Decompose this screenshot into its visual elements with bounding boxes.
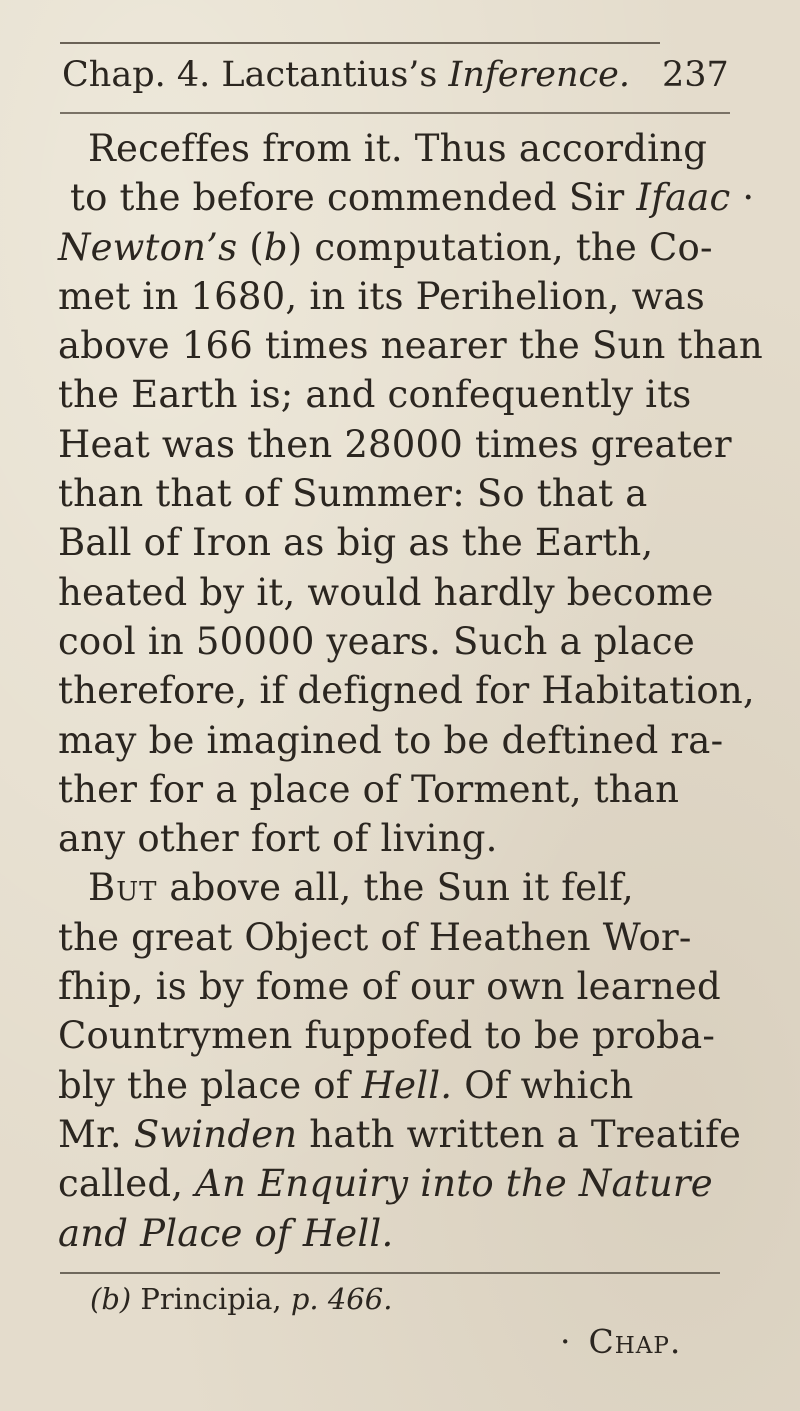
text-line: above 166 times nearer the Sun than	[58, 324, 763, 368]
text-line: bly the place of Hell. Of which	[58, 1063, 634, 1107]
text-line: heated by it, would hardly become	[58, 570, 714, 614]
footnote-page-ref: p. 466.	[290, 1282, 393, 1316]
text-line: the great Object of Heathen Wor-	[58, 915, 692, 959]
text-line: the Earth is; and confequently its	[58, 373, 692, 417]
footnote-text: Principia,	[131, 1282, 291, 1316]
catchword-word: Chap.	[588, 1322, 682, 1361]
running-title: Chap. 4. Lactantius’s	[62, 55, 449, 95]
body-text	[58, 124, 763, 1258]
text-line: Countrymen fuppofed to be proba-	[58, 1014, 716, 1058]
text-line: than that of Summer: So that a	[58, 472, 648, 516]
footnote	[90, 1280, 392, 1318]
catchword	[560, 1320, 681, 1364]
text-line: fhip, is by fome of our own learned	[58, 965, 721, 1009]
text-line: any other fort of living.	[58, 817, 498, 861]
catchword-mark: ·	[560, 1322, 571, 1361]
text-line: Heat was then 28000 times greater	[58, 422, 732, 466]
text-line: and Place of Hell.	[58, 1211, 394, 1255]
top-rule	[60, 42, 660, 44]
text-line: Mr. Swinden hath written a Treatife	[58, 1112, 742, 1156]
text-line: Receffes from it. Thus according	[88, 127, 708, 170]
footnote-rule	[60, 1272, 720, 1274]
text-line: ther for a place of Torment, than	[58, 767, 680, 811]
text-line: to the before commended Sir Ifaac ·	[70, 176, 755, 220]
text-line: therefore, if defigned for Habitation,	[58, 669, 755, 713]
text-line: Ball of Iron as big as the Earth,	[58, 521, 654, 565]
text-line: may be imagined to be deftined ra-	[58, 718, 724, 762]
header-rule	[60, 112, 730, 114]
running-head	[62, 52, 729, 98]
footnote-marker: (b)	[90, 1282, 132, 1316]
text-line: called, An Enquiry into the Nature	[58, 1162, 713, 1206]
text-line: But above all, the Sun it felf,	[88, 866, 634, 910]
page-number: 237	[662, 55, 729, 95]
text-line: Newton’s (b) computation, the Co-	[58, 225, 713, 269]
text-line: cool in 50000 years. Such a place	[58, 619, 695, 663]
text-line: met in 1680, in its Perihelion, was	[58, 274, 705, 318]
running-title-italic: Inference.	[448, 55, 630, 95]
